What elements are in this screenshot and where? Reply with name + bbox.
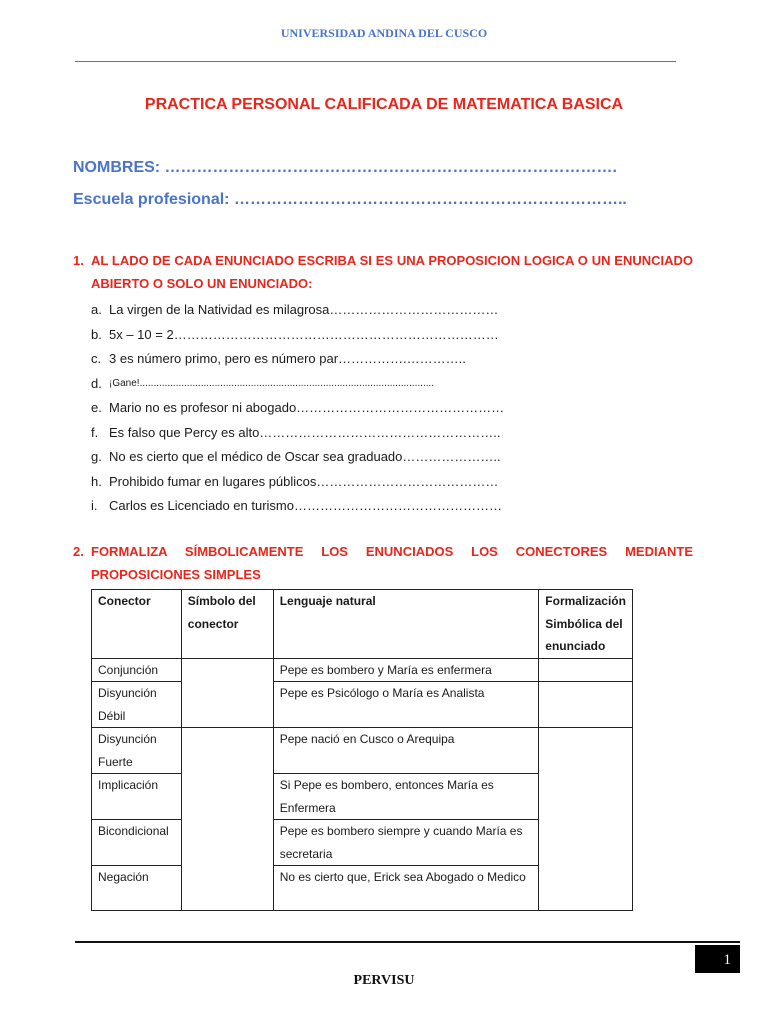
connectors-table — [91, 589, 633, 911]
question-2-number: 2. — [73, 544, 84, 559]
item-letter: g. — [91, 449, 102, 464]
cell-conector: Disyunción Débil — [92, 682, 182, 728]
header-divider — [75, 61, 676, 62]
cell-formalizacion[interactable] — [539, 682, 633, 728]
list-item — [91, 470, 691, 495]
cell-conector: Conjunción — [92, 658, 182, 682]
nombres-field: NOMBRES: …………………………………………………………………………. — [73, 159, 617, 176]
header-simbolo: Símbolo del conector — [181, 590, 273, 659]
question-2-text: FORMALIZA SÍMBOLICAMENTE LOS ENUNCIADOS LOS CONECTORES MEDIANTE PROPOSICIONES SIMPLES — [91, 544, 693, 582]
item-text: 3 es número primo, pero es número par…………….………….. — [109, 351, 466, 366]
cell-conector: Bicondicional — [92, 820, 182, 866]
item-text: ¡Gane!.......................................................................................................... — [109, 377, 435, 389]
item-text: Carlos es Licenciado en turismo………………………………………… — [109, 498, 502, 513]
header-lenguaje: Lenguaje natural — [273, 590, 539, 659]
cell-conector: Implicación — [92, 774, 182, 820]
list-item — [91, 421, 691, 446]
cell-conector: Negación — [92, 866, 182, 911]
item-letter: b. — [91, 326, 102, 342]
item-text: 5x – 10 = 2………………………………………………………………… — [109, 326, 499, 342]
cell-lenguaje: Pepe nació en Cusco o Arequipa — [273, 728, 539, 774]
question-1-number: 1. — [73, 253, 84, 268]
question-1-items — [91, 298, 691, 519]
escuela-field: Escuela profesional: ……………………………………………………………….. — [73, 191, 627, 208]
table-header-row — [92, 590, 633, 659]
cell-conector: Disyunción Fuerte — [92, 728, 182, 774]
item-letter: d. — [91, 375, 102, 391]
list-item — [91, 347, 691, 372]
item-letter: i. — [91, 498, 98, 513]
item-text: Mario no es profesor ni abogado………………………………………… — [109, 400, 505, 415]
cell-lenguaje: Pepe es bombero siempre y cuando María es secretaria — [273, 820, 539, 866]
item-letter: a. — [91, 302, 102, 317]
item-letter: e. — [91, 400, 102, 415]
item-letter: h. — [91, 473, 102, 489]
item-text: Es falso que Percy es alto……………………………………………….. — [109, 424, 501, 440]
table-row — [92, 658, 633, 682]
cell-lenguaje: Pepe es bombero y María es enfermera — [273, 658, 539, 682]
header-conector: Conector — [92, 590, 182, 659]
question-1 — [73, 249, 693, 295]
cell-lenguaje: Pepe es Psicólogo o María es Analista — [273, 682, 539, 728]
footer-divider — [75, 941, 740, 943]
document-title: PRACTICA PERSONAL CALIFICADA DE MATEMATICA BASICA — [144, 96, 624, 113]
list-item — [91, 298, 691, 323]
header-formalizacion: Formalización Simbólica del enunciado — [539, 590, 633, 659]
item-letter: c. — [91, 351, 102, 366]
university-header: UNIVERSIDAD ANDINA DEL CUSCO — [280, 26, 488, 40]
cell-lenguaje: No es cierto que, Erick sea Abogado o Medico — [273, 866, 539, 911]
question-1-text: AL LADO DE CADA ENUNCIADO ESCRIBA SI ES UNA PROPOSICION LOGICA O UN ENUNCIADO ABIERTO O SOLO UN ENUNCIADO: — [91, 253, 693, 291]
list-item — [91, 396, 691, 421]
item-text: La virgen de la Natividad es milagrosa………………………………… — [109, 302, 499, 317]
list-item — [91, 323, 691, 348]
cell-lenguaje: Si Pepe es bombero, entonces María es Enfermera — [273, 774, 539, 820]
cell-simbolo[interactable] — [181, 728, 273, 911]
question-2 — [73, 540, 693, 586]
cell-simbolo[interactable] — [181, 658, 273, 728]
list-item — [91, 445, 691, 470]
list-item — [91, 494, 691, 519]
item-text: Prohibido fumar en lugares públicos…………………………………… — [109, 473, 499, 489]
item-letter: f. — [91, 424, 99, 440]
table-row — [92, 682, 633, 728]
cell-formalizacion[interactable] — [539, 658, 633, 682]
table-row — [92, 728, 633, 774]
page-number: 1 — [695, 945, 740, 973]
item-text: No es cierto que el médico de Oscar sea graduado………………….. — [109, 449, 501, 464]
list-item — [91, 372, 691, 397]
footer-author: PERVISU — [353, 973, 415, 988]
cell-formalizacion[interactable] — [539, 728, 633, 911]
